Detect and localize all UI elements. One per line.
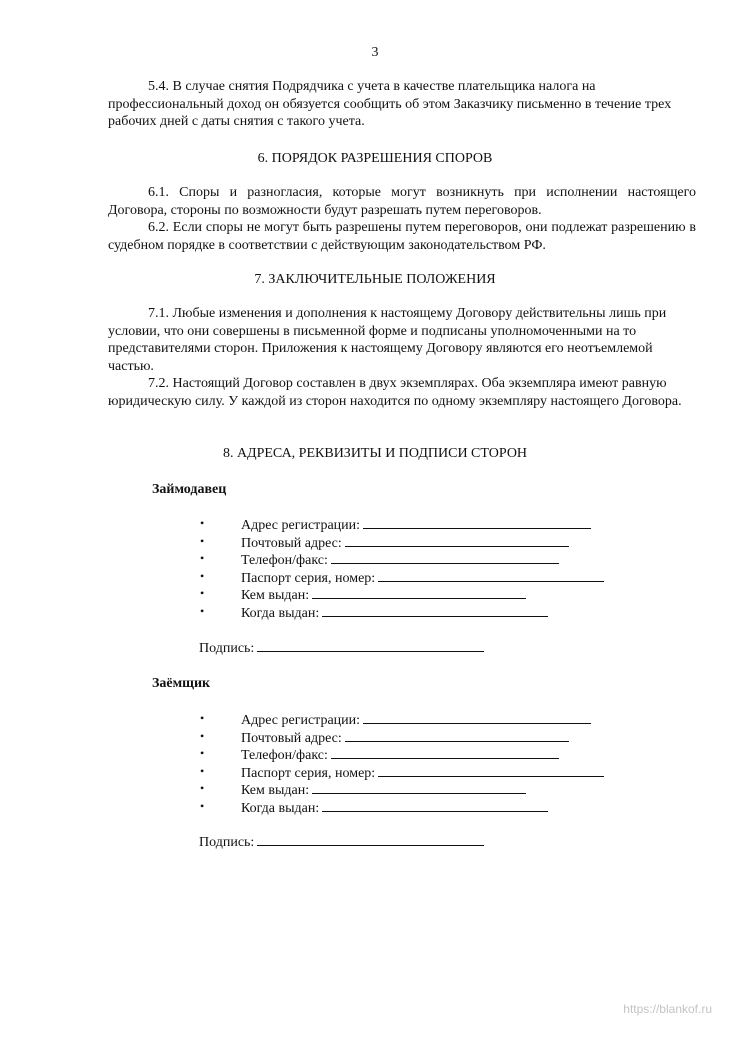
issued-when-blank-line[interactable] bbox=[322, 603, 548, 617]
bullet-icon: • bbox=[200, 798, 205, 813]
lender-signature bbox=[199, 638, 484, 658]
borrower-fields bbox=[150, 710, 604, 815]
signature-label: Подпись: bbox=[199, 835, 255, 850]
bullet-icon: • bbox=[200, 763, 205, 778]
issued-by-blank-line[interactable] bbox=[312, 585, 526, 599]
address-blank-line[interactable] bbox=[363, 515, 591, 529]
clause-5-4-block bbox=[108, 78, 696, 131]
postal-blank-line[interactable] bbox=[345, 533, 569, 547]
field-label: Паспорт серия, номер: bbox=[241, 765, 376, 781]
passport-blank-line[interactable] bbox=[378, 763, 604, 777]
field-label: Почтовый адрес: bbox=[241, 730, 342, 746]
field-label: Адрес регистрации: bbox=[241, 518, 361, 533]
section-7-body bbox=[108, 305, 696, 410]
borrower-signature bbox=[199, 832, 484, 852]
phone-blank-line[interactable] bbox=[331, 550, 559, 564]
field-label: Когда выдан: bbox=[241, 800, 320, 816]
bullet-icon: • bbox=[200, 568, 205, 583]
phone-blank-line[interactable] bbox=[331, 745, 559, 759]
lender-field-issued-when bbox=[150, 603, 604, 621]
borrower-field-issued-when bbox=[150, 798, 604, 816]
passport-blank-line[interactable] bbox=[378, 568, 604, 582]
borrower-field-postal bbox=[150, 728, 604, 746]
borrower-field-issued-by bbox=[150, 780, 604, 798]
field-label: Кем выдан: bbox=[241, 588, 310, 603]
issued-when-blank-line[interactable] bbox=[322, 798, 548, 812]
bullet-icon: • bbox=[200, 533, 205, 548]
borrower-field-phone bbox=[150, 745, 604, 763]
section-8-heading: 8. АДРЕСА, РЕКВИЗИТЫ И ПОДПИСИ СТОРОН bbox=[222, 446, 528, 461]
address-blank-line[interactable] bbox=[363, 710, 591, 724]
field-label: Телефон/факс: bbox=[241, 553, 328, 568]
clause-6-1: 6.1. Споры и разногласия, которые могут возникнуть при исполнении настоящего Договора, стороны по возможности будут разрешать путем переговоров. bbox=[108, 185, 696, 218]
signature-label: Подпись: bbox=[199, 641, 255, 656]
bullet-icon: • bbox=[200, 781, 205, 795]
lender-signature-line[interactable] bbox=[257, 638, 484, 652]
lender-field-address bbox=[150, 515, 604, 533]
field-label: Почтовый адрес: bbox=[241, 535, 342, 551]
bullet-icon: • bbox=[200, 586, 205, 600]
bullet-icon: • bbox=[200, 728, 205, 743]
field-label: Телефон/факс: bbox=[241, 748, 328, 763]
bullet-icon: • bbox=[200, 711, 205, 725]
section-6-body bbox=[108, 184, 696, 254]
section-6-heading: 6. ПОРЯДОК РАЗРЕШЕНИЯ СПОРОВ bbox=[257, 151, 493, 166]
borrower-field-passport bbox=[150, 763, 604, 781]
bullet-icon: • bbox=[200, 516, 205, 530]
section-7-heading: 7. ЗАКЛЮЧИТЕЛЬНЫЕ ПОЛОЖЕНИЯ bbox=[254, 272, 496, 287]
clause-5-4: 5.4. В случае снятия Подрядчика с учета в качестве плательщика налога на профессиональный доход он обязуется сообщить об этом Заказчику письменно в течение трех рабочих дней с даты снятия с такого учета. bbox=[108, 79, 672, 129]
issued-by-blank-line[interactable] bbox=[312, 780, 526, 794]
borrower-title: Заёмщик bbox=[152, 676, 211, 691]
lender-field-phone bbox=[150, 550, 604, 568]
clause-7-1: 7.1. Любые изменения и дополнения к настоящему Договору действительны лишь при условии, что они совершены в письменной форме и подписаны уполномоченными на то представителями сторон. Приложения к настоящему Договору являются его неотъемлемой частью. bbox=[108, 306, 667, 374]
bullet-icon: • bbox=[200, 746, 205, 760]
field-label: Паспорт серия, номер: bbox=[241, 570, 376, 586]
lender-title: Займодавец bbox=[152, 482, 227, 497]
page-number: 3 bbox=[371, 45, 379, 60]
watermark: https://blankof.ru bbox=[623, 1002, 712, 1016]
clause-7-2: 7.2. Настоящий Договор составлен в двух экземплярах. Оба экземпляра имеют равную юридическую силу. У каждой из сторон находится по одному экземпляру настоящего Договора. bbox=[108, 376, 682, 409]
field-label: Адрес регистрации: bbox=[241, 713, 361, 728]
lender-field-passport bbox=[150, 568, 604, 586]
lender-field-postal bbox=[150, 533, 604, 551]
borrower-field-address bbox=[150, 710, 604, 728]
field-label: Когда выдан: bbox=[241, 605, 320, 621]
bullet-icon: • bbox=[200, 551, 205, 565]
postal-blank-line[interactable] bbox=[345, 728, 569, 742]
clause-6-2: 6.2. Если споры не могут быть разрешены путем переговоров, они подлежат разрешению в судебном порядке в соответствии с действующим законодательством РФ. bbox=[108, 220, 696, 253]
borrower-signature-line[interactable] bbox=[257, 832, 484, 846]
field-label: Кем выдан: bbox=[241, 783, 310, 798]
bullet-icon: • bbox=[200, 603, 205, 618]
lender-field-issued-by bbox=[150, 585, 604, 603]
lender-fields bbox=[150, 515, 604, 620]
